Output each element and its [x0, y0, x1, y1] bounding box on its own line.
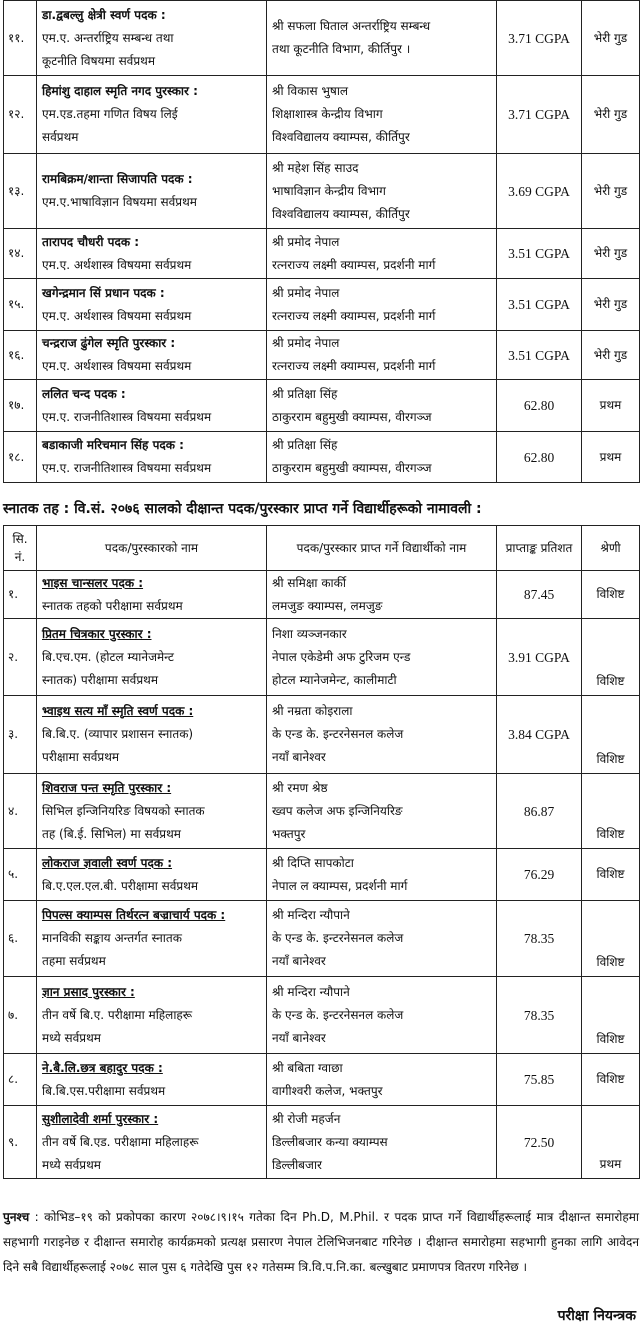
award-cell [37, 432, 267, 483]
table-row [4, 619, 640, 696]
award-title: ज्ञान प्रसाद पुरस्कार : [42, 984, 135, 999]
award-cell [37, 619, 267, 696]
row-serial: ११. [4, 1, 37, 76]
award-cell [37, 229, 267, 279]
student-name: श्री मन्दिरा न्यौपाने [272, 908, 350, 922]
award-criteria: सिभिल इन्जिनियरिङ विषयको स्नातक [42, 803, 205, 818]
header-student: पदक/पुरस्कार प्राप्त गर्ने विद्यार्थीको नाम [267, 526, 497, 571]
student-name: श्री सफला घिताल अन्तर्राष्ट्रिय सम्बन्ध [272, 19, 431, 33]
award-cell [37, 774, 267, 849]
masters-awards-table [3, 0, 640, 483]
grade-cell: विशिष्ट [582, 1054, 640, 1106]
student-name: श्री दिप्ति सापकोटा [272, 855, 354, 870]
award-title: ने.बै.लि.छत्र बहादुर पदक : [42, 1060, 163, 1075]
table-row [4, 901, 640, 977]
row-serial: १४. [4, 229, 37, 279]
student-institution: नयाँ बानेश्वर [272, 954, 326, 968]
row-serial: ५. [4, 849, 37, 901]
student-institution: नेपाल एकेडेमी अफ टुरिजम एन्ड [272, 649, 411, 664]
score-cell: 3.91 CGPA [497, 619, 582, 696]
grade-cell: विशिष्ट [582, 696, 640, 774]
student-institution: ठाकुरराम बहुमुखी क्याम्पस, वीरगञ्ज [272, 409, 432, 424]
grade-cell: भेरी गुड [582, 154, 640, 229]
award-criteria: एम.ए. अर्थशास्त्र विषयमा सर्वप्रथम [42, 257, 192, 272]
row-serial: १८. [4, 432, 37, 483]
award-title: हिमांशु दाहाल स्मृति नगद पुरस्कार : [42, 84, 198, 98]
award-criteria: तीन वर्षे बि.एड. परीक्षामा महिलाहरू [42, 1134, 199, 1149]
score-cell: 3.71 CGPA [497, 1, 582, 76]
grade-cell: प्रथम [582, 432, 640, 483]
table-row [4, 432, 640, 483]
student-institution: रत्नराज्य लक्ष्मी क्याम्पस, प्रदर्शनी मार्ग [272, 308, 436, 323]
award-title: लोकराज ज्ञवाली स्वर्ण पदक : [42, 855, 173, 870]
student-institution: रत्नराज्य लक्ष्मी क्याम्पस, प्रदर्शनी मार्ग [272, 359, 436, 373]
student-cell [267, 1106, 497, 1179]
table-row [4, 279, 640, 331]
row-serial: ७. [4, 977, 37, 1054]
award-cell [37, 154, 267, 229]
award-title: सुशीलादेवी शर्मा पुरस्कार : [42, 1111, 159, 1126]
award-cell [37, 1054, 267, 1106]
student-cell [267, 901, 497, 977]
award-title: शिवराज पन्त स्मृति पुरस्कार : [42, 780, 172, 795]
student-name: श्री प्रतिक्षा सिंह [272, 386, 338, 401]
award-criteria: सर्वप्रथम [42, 130, 79, 144]
table-row [4, 1, 640, 76]
award-criteria: एम.ए. अर्थशास्त्र विषयमा सर्वप्रथम [42, 308, 192, 323]
row-serial: ८. [4, 1054, 37, 1106]
award-title: चन्द्रराज ढुंगेल स्मृति पुरस्कार : [42, 336, 176, 350]
table-row [4, 774, 640, 849]
table-row [4, 380, 640, 432]
student-name: श्री प्रतिक्षा सिंह [272, 438, 338, 452]
score-cell: 3.84 CGPA [497, 696, 582, 774]
postscript-note [3, 1205, 639, 1280]
student-institution: विश्वविद्यालय क्याम्पस, कीर्तिपुर [272, 206, 410, 221]
award-cell [37, 849, 267, 901]
award-criteria: एम.ए.भाषाविज्ञान विषयमा सर्वप्रथम [42, 195, 197, 209]
header-score: प्राप्ताङ्क प्रतिशत [497, 526, 582, 571]
grade-cell: भेरी गुड [582, 76, 640, 154]
award-criteria: परीक्षामा सर्वप्रथम [42, 750, 120, 764]
header-serial: सि. नं. [4, 526, 37, 571]
award-criteria: मानविकी सङ्काय अन्तर्गत स्नातक [42, 931, 182, 945]
student-institution: तथा कूटनीति विभाग, कीर्तिपुर । [272, 42, 411, 56]
award-title: तारापद चौधरी पदक : [42, 234, 140, 249]
note-head: पुनश्च [3, 1210, 30, 1224]
grade-cell: विशिष्ट [582, 901, 640, 977]
award-cell [37, 331, 267, 380]
award-cell [37, 279, 267, 331]
student-cell [267, 696, 497, 774]
section-title: स्नातक तह : वि.सं. २०७६ सालको दीक्षान्त पदक/पुरस्कार प्राप्त गर्ने विद्यार्थीहरूको नामावली : [3, 501, 482, 517]
score-cell: 76.29 [497, 849, 582, 901]
student-cell [267, 279, 497, 331]
award-criteria: मध्ये सर्वप्रथम [42, 1030, 101, 1045]
row-serial: १२. [4, 76, 37, 154]
header-award: पदक/पुरस्कारको नाम [37, 526, 267, 571]
student-institution: वागीश्वरी कलेज, भक्तपुर [272, 1083, 383, 1098]
student-name: श्री प्रमोद नेपाल [272, 285, 340, 300]
student-cell [267, 619, 497, 696]
award-criteria: मध्ये सर्वप्रथम [42, 1157, 101, 1172]
award-title: ललित चन्द पदक : [42, 386, 126, 401]
table-row [4, 229, 640, 279]
score-cell: 3.69 CGPA [497, 154, 582, 229]
table-row [4, 849, 640, 901]
student-name: श्री रमण श्रेष्ठ [272, 780, 328, 795]
award-cell [37, 571, 267, 619]
student-name: श्री नम्रता कोइराला [272, 704, 353, 718]
grade-cell: भेरी गुड [582, 1, 640, 76]
row-serial: ९. [4, 1106, 37, 1179]
student-name: श्री समिक्षा कार्की [272, 575, 346, 590]
grade-cell: प्रथम [582, 380, 640, 432]
award-criteria: तहमा सर्वप्रथम [42, 954, 106, 968]
award-criteria: तह (बि.ई. सिभिल) मा सर्वप्रथम [42, 826, 181, 841]
row-serial: २. [4, 619, 37, 696]
award-cell [37, 696, 267, 774]
student-cell [267, 432, 497, 483]
row-serial: १७. [4, 380, 37, 432]
score-cell: 87.45 [497, 571, 582, 619]
score-cell: 86.87 [497, 774, 582, 849]
score-cell: 75.85 [497, 1054, 582, 1106]
grade-cell: विशिष्ट [582, 977, 640, 1054]
student-institution: नेपाल ल क्याम्पस, प्रदर्शनी मार्ग [272, 878, 408, 893]
score-cell: 3.71 CGPA [497, 76, 582, 154]
award-criteria: एम.एड.तहमा गणित विषय लिई [42, 107, 178, 121]
grade-cell: भेरी गुड [582, 279, 640, 331]
student-cell [267, 774, 497, 849]
award-title: भ्वाइथ सत्य माँ स्मृति स्वर्ण पदक : [42, 704, 194, 718]
table-row [4, 76, 640, 154]
award-cell [37, 901, 267, 977]
award-criteria: बि.ए.एल.एल.बी. परीक्षामा सर्वप्रथम [42, 878, 199, 893]
student-institution: लमजुङ क्याम्पस, लमजुङ [272, 598, 383, 613]
award-criteria: एम.ए. अर्थशास्त्र विषयमा सर्वप्रथम [42, 359, 192, 373]
score-cell: 3.51 CGPA [497, 229, 582, 279]
table-row [4, 977, 640, 1054]
student-name: निशा व्यञ्जनकार [272, 626, 347, 641]
student-cell [267, 1, 497, 76]
row-serial: १. [4, 571, 37, 619]
row-serial: १५. [4, 279, 37, 331]
student-institution: नयाँ बानेश्वर [272, 750, 326, 764]
table-row [4, 1054, 640, 1106]
award-cell [37, 76, 267, 154]
row-serial: ४. [4, 774, 37, 849]
student-cell [267, 977, 497, 1054]
table-row [4, 571, 640, 619]
student-name: श्री विकास भुषाल [272, 84, 349, 98]
table-row [4, 154, 640, 229]
row-serial: १३. [4, 154, 37, 229]
score-cell: 78.35 [497, 901, 582, 977]
row-serial: ३. [4, 696, 37, 774]
student-institution: शिक्षाशास्त्र केन्द्रीय विभाग [272, 107, 383, 121]
student-cell [267, 331, 497, 380]
student-cell [267, 380, 497, 432]
award-cell [37, 380, 267, 432]
grade-cell: विशिष्ट [582, 619, 640, 696]
score-cell: 62.80 [497, 432, 582, 483]
student-institution: भाषाविज्ञान केन्द्रीय विभाग [272, 183, 386, 198]
student-name: श्री प्रमोद नेपाल [272, 336, 340, 350]
score-cell: 78.35 [497, 977, 582, 1054]
award-criteria: स्नातक) परीक्षामा सर्वप्रथम [42, 672, 159, 687]
table-row [4, 1106, 640, 1179]
award-cell [37, 1, 267, 76]
grade-cell: भेरी गुड [582, 229, 640, 279]
student-cell [267, 76, 497, 154]
score-cell: 72.50 [497, 1106, 582, 1179]
student-institution: ठाकुरराम बहुमुखी क्याम्पस, वीरगञ्ज [272, 461, 432, 475]
note-body: : कोभिड–१९ को प्रकोपका कारण २०७८।९।१५ गतेका दिन Ph.D, M.Phil. र पदक प्राप्त गर्ने विद्यार्थीहरूलाई मात्र दीक्षान्त समारोहमा सहभागी गराइनेछ र दीक्षान्त समारोह कार्यक्रमको प्रत्यक्ष प्रसारण नेपाल टेलिभिजनबाट गरिनेछ । दीक्षान्त समारोहमा सहभागी हुनका लागि आवेदन दिने सबै विद्यार्थीहरूलाई २०७८ साल पुस ६ गतेदेखि पुस १२ गतेसम्म त्रि.वि.प.नि.का. बल्खुबाट प्रमाणपत्र वितरण गरिनेछ । [3, 1210, 639, 1274]
award-criteria: स्नातक तहको परीक्षामा सर्वप्रथम [42, 598, 183, 613]
student-name: श्री रोजी महर्जन [272, 1111, 341, 1126]
award-title: रामबिक्रम/शान्ता सिजापति पदक : [42, 172, 193, 186]
award-cell [37, 1106, 267, 1179]
award-title: पिपल्स क्याम्पस तिर्थरत्न बज्राचार्य पदक : [42, 908, 226, 922]
grade-cell: विशिष्ट [582, 571, 640, 619]
student-institution: रत्नराज्य लक्ष्मी क्याम्पस, प्रदर्शनी मार्ग [272, 257, 436, 272]
student-institution: डिल्लीबजार कन्या क्याम्पस [272, 1134, 388, 1149]
award-criteria: एम.ए. राजनीतिशास्त्र विषयमा सर्वप्रथम [42, 461, 212, 475]
award-criteria: बि.एच.एम. (होटल म्यानेजमेन्ट [42, 649, 174, 664]
student-cell [267, 571, 497, 619]
table-header-row [4, 526, 640, 571]
grade-cell: प्रथम [582, 1106, 640, 1179]
award-title: भाइस चान्सलर पदक : [42, 575, 144, 590]
award-criteria: कूटनीति विषयमा सर्वप्रथम [42, 53, 156, 68]
student-cell [267, 849, 497, 901]
award-criteria: तीन वर्षे बि.ए. परीक्षामा महिलाहरू [42, 1007, 193, 1022]
row-serial: ६. [4, 901, 37, 977]
student-institution: के एन्ड के. इन्टरनेसनल कलेज [272, 1007, 404, 1022]
student-institution: विश्वविद्यालय क्याम्पस, कीर्तिपुर [272, 130, 410, 144]
award-title: डा.द्वबल्लु क्षेत्री स्वर्ण पदक : [42, 7, 166, 22]
student-institution: के एन्ड के. इन्टरनेसनल कलेज [272, 931, 404, 945]
student-cell [267, 229, 497, 279]
student-institution: होटल म्यानेजमेन्ट, कालीमाटी [272, 672, 397, 687]
table-row [4, 696, 640, 774]
signature: परीक्षा नियन्त्रक [557, 1308, 636, 1324]
award-criteria: एम.ए. अन्तर्राष्ट्रिय सम्बन्ध तथा [42, 30, 174, 45]
award-title: प्रितम चित्रकार पुरस्कार : [42, 626, 152, 641]
student-institution: ख्वप कलेज अफ इन्जिनियरिङ [272, 803, 403, 818]
award-criteria: बि.बि.ए. (व्यापार प्रशासन स्नातक) [42, 727, 194, 741]
bachelors-awards-table [3, 525, 640, 1179]
grade-cell: विशिष्ट [582, 849, 640, 901]
header-grade: श्रेणी [582, 526, 640, 571]
score-cell: 62.80 [497, 380, 582, 432]
student-name: श्री महेश सिंह साउद [272, 160, 359, 175]
table-row [4, 331, 640, 380]
student-cell [267, 154, 497, 229]
student-cell [267, 1054, 497, 1106]
grade-cell: भेरी गुड [582, 331, 640, 380]
student-name: श्री बबिता ग्वाछा [272, 1060, 343, 1075]
award-title: खगेन्द्रमान सिं प्रधान पदक : [42, 285, 165, 300]
row-serial: १६. [4, 331, 37, 380]
student-institution: डिल्लीबजार [272, 1157, 322, 1172]
score-cell: 3.51 CGPA [497, 331, 582, 380]
student-name: श्री प्रमोद नेपाल [272, 234, 340, 249]
award-title: बडाकाजी मरिचमान सिंह पदक : [42, 438, 184, 452]
student-institution: के एन्ड के. इन्टरनेसनल कलेज [272, 727, 404, 741]
student-institution: भक्तपुर [272, 826, 306, 841]
award-criteria: एम.ए. राजनीतिशास्त्र विषयमा सर्वप्रथम [42, 409, 212, 424]
award-criteria: बि.बि.एस.परीक्षामा सर्वप्रथम [42, 1083, 166, 1098]
student-institution: नयाँ बानेश्वर [272, 1030, 326, 1045]
student-name: श्री मन्दिरा न्यौपाने [272, 984, 350, 999]
grade-cell: विशिष्ट [582, 774, 640, 849]
score-cell: 3.51 CGPA [497, 279, 582, 331]
award-cell [37, 977, 267, 1054]
